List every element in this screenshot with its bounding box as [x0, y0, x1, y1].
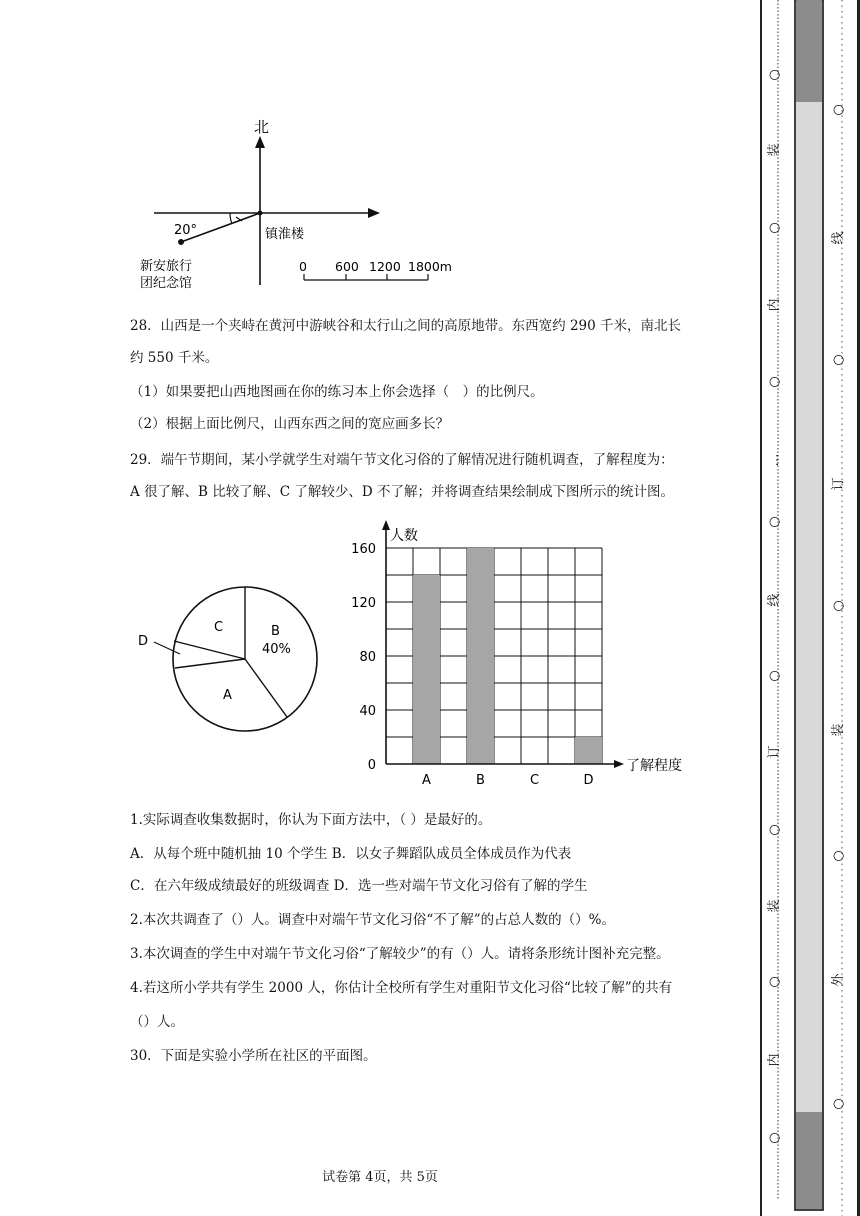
pie-label-d: D — [138, 634, 149, 649]
binding-outer-char: 内 — [767, 1053, 782, 1067]
q29-s1-options-ab: A．从每个班中随机抽 10 个学生 B．以女子舞蹈队成员全体成员作为代表 — [130, 846, 572, 862]
bar-chart — [350, 520, 700, 788]
north-arrow — [255, 136, 265, 148]
direction-figure — [130, 110, 470, 295]
x-axis-arrow — [614, 760, 624, 768]
q28-line1: 28．山西是一个夹峙在黄河中游峡谷和太行山之间的高原地带。东西宽约 290 千米，南北长 — [130, 318, 682, 334]
y-tick-label: 40 — [359, 704, 376, 719]
x-tick-label: A — [422, 773, 431, 788]
center-point — [258, 211, 263, 216]
center-label: 镇淮楼 — [265, 227, 305, 242]
y-tick-label: 0 — [367, 758, 376, 773]
target-label-line2: 团纪念馆 — [140, 276, 193, 291]
scale-tick-1: 600 — [335, 259, 359, 274]
page-footer: 试卷第 4页，共 5页 — [322, 1170, 438, 1185]
binding-outer-char: ○ — [767, 222, 782, 234]
east-arrow — [368, 208, 380, 218]
binding-outer-char: ○ — [767, 69, 782, 81]
binding-outer-char: ○ — [767, 670, 782, 682]
binding-inner-char: ○ — [831, 1098, 846, 1110]
binding-margin — [760, 0, 860, 1216]
q29-s2: 2.本次共调查了（）人。调查中对端午节文化习俗“不了解”的占总人数的（）%。 — [130, 912, 616, 928]
bar-D — [575, 737, 602, 764]
binding-outer-char: 装 — [767, 899, 782, 913]
bar-B — [467, 548, 494, 764]
x-axis-label: 了解程度 — [626, 758, 682, 774]
binding-strip-bottom-dark — [796, 1112, 822, 1209]
pie-label-c: C — [214, 620, 224, 635]
y-tick-label: 120 — [351, 596, 376, 611]
q28-sub2: （2）根据上面比例尺，山西东西之间的宽应画多长？ — [130, 416, 450, 432]
q29-s3: 3.本次调查的学生中对端午节文化习俗“了解较少”的有（）人。请将条形统计图补充完整。 — [130, 946, 670, 962]
q30-line1: 30．下面是实验小学所在社区的平面图。 — [130, 1048, 377, 1064]
binding-strip-middle — [796, 102, 822, 1112]
q29-s1: 1.实际调查收集数据时，你认为下面方法中，（ ）是最好的。 — [130, 812, 492, 828]
x-tick-label: D — [583, 773, 594, 788]
q28-sub1: （1）如果要把山西地图画在你的练习本上你会选择（ ）的比例尺。 — [130, 384, 544, 400]
binding-inner-char: ○ — [831, 600, 846, 612]
pie-chart — [130, 575, 330, 740]
binding-outer-chars — [766, 69, 782, 1143]
y-axis-arrow — [382, 520, 390, 530]
scale-tick-0: 0 — [299, 259, 307, 274]
binding-inner-char: 订 — [831, 477, 846, 491]
binding-outer-char: ○ — [767, 1132, 782, 1144]
q29-s4-line2: （）人。 — [130, 1014, 184, 1030]
q29-s4-line1: 4.若这所小学共有学生 2000 人，你估计全校所有学生对重阳节文化习俗“比较了解”的共有 — [130, 980, 673, 996]
binding-inner-char: 装 — [831, 723, 846, 737]
binding-strip-top-dark — [796, 0, 822, 102]
target-label-line1: 新安旅行 — [140, 259, 193, 274]
binding-inner-char: 线 — [831, 231, 846, 245]
bar-chart-axes — [351, 520, 682, 788]
y-tick-label: 80 — [359, 650, 376, 665]
pie-label-b: B — [271, 624, 280, 639]
q29-line2: A 很了解、B 比较了解、C 了解较少、D 不了解；并将调查结果绘制成下图所示的统计图。 — [130, 484, 674, 500]
scale-tick-3: 1800m — [408, 259, 452, 274]
target-point — [178, 239, 184, 245]
x-tick-label: B — [476, 773, 485, 788]
q28-line2: 约 550 千米。 — [130, 350, 219, 366]
binding-outer-char: … — [767, 453, 782, 467]
pie-label-b-percent: 40% — [262, 642, 291, 657]
bar-A — [413, 575, 440, 764]
q29-s1-options-cd: C．在六年级成绩最好的班级调查 D．选一些对端午节文化习俗有了解的学生 — [130, 878, 588, 894]
scale-tick-2: 1200 — [369, 259, 401, 274]
binding-outer-char: ○ — [767, 376, 782, 388]
binding-inner-char: ○ — [831, 104, 846, 116]
y-tick-label: 160 — [351, 542, 376, 557]
y-axis-label: 人数 — [390, 528, 418, 544]
binding-outer-char: ○ — [767, 516, 782, 528]
binding-inner-char: ○ — [831, 850, 846, 862]
angle-label: 20° — [174, 223, 198, 238]
q29-line1: 29．端午节期间，某小学就学生对端午节文化习俗的了解情况进行随机调查，了解程度为： — [130, 452, 674, 468]
binding-outer-char: 内 — [767, 298, 782, 312]
binding-outer-char: ○ — [767, 824, 782, 836]
binding-outer-char: 订 — [767, 745, 782, 759]
binding-inner-char: ○ — [831, 354, 846, 366]
binding-outer-char: ○ — [767, 976, 782, 988]
binding-inner-char: 外 — [831, 973, 846, 987]
binding-outer-char: 线 — [767, 593, 782, 607]
x-tick-label: C — [529, 773, 540, 788]
pie-label-a: A — [223, 688, 232, 703]
binding-outer-char: 装 — [767, 143, 782, 157]
north-label: 北 — [254, 118, 270, 136]
binding-inner-chars — [830, 104, 846, 1109]
